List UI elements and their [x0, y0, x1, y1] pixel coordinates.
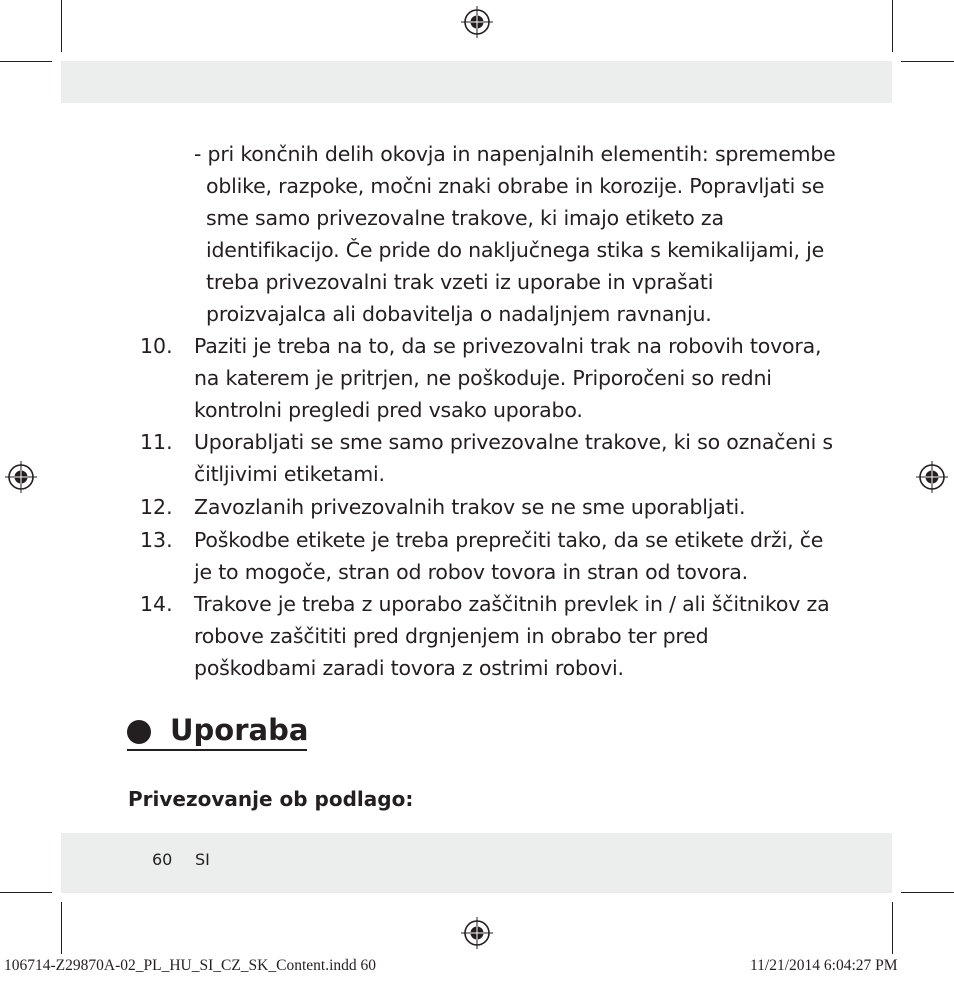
list-item-line: je to mogoče, stran od robov tovora in stran od tovora. [194, 560, 748, 584]
list-item-number: 13. [140, 528, 173, 552]
registration-mark-icon [461, 917, 493, 949]
body-line: oblike, razpoke, močni znaki obrabe in korozije. Popravljati se [206, 174, 825, 198]
crop-mark [0, 61, 52, 62]
body-line: - pri končnih delih okovja in napenjalnih elementih: spremembe [194, 142, 836, 166]
list-item-line: Zavozlanih privezovalnih trakov se ne sme uporabljati. [194, 495, 746, 519]
list-item-line: na katerem je pritrjen, ne poškoduje. Priporočeni so redni [194, 366, 772, 390]
section-heading-rule [127, 749, 307, 751]
body-line: proizvajalca ali dobavitelja o nadaljnjem ravnanju. [206, 302, 712, 326]
body-line: identifikacijo. Če pride do naključnega stika s kemikalijami, je [206, 238, 825, 262]
list-item-line: čitljivimi etiketami. [194, 462, 385, 486]
list-item-number: 11. [140, 430, 173, 454]
crop-mark [61, 0, 62, 52]
list-item-line: Paziti je treba na to, da se privezovalni trak na robovih tovora, [194, 334, 822, 358]
registration-mark-icon [916, 461, 948, 493]
list-item-number: 10. [140, 334, 173, 358]
section-bullet-icon [127, 720, 151, 744]
list-item-line: Poškodbe etikete je treba preprečiti tako, da se etikete drži, če [194, 528, 824, 552]
crop-mark [0, 892, 52, 893]
list-item-number: 12. [140, 495, 173, 519]
list-item-line: kontrolni pregledi pred vsako uporabo. [194, 398, 583, 422]
list-item-line: robove zaščititi pred drgnjenjem in obrabo ter pred [194, 624, 709, 648]
footer-band [61, 833, 892, 893]
subheading: Privezovanje ob podlago: [128, 787, 414, 811]
crop-mark [901, 61, 954, 62]
slug-timestamp: 11/21/2014 6:04:27 PM [750, 957, 898, 974]
crop-mark [892, 902, 893, 954]
crop-mark [61, 902, 62, 954]
list-item-line: Uporabljati se sme samo privezovalne trakove, ki so označeni s [194, 430, 833, 454]
registration-mark-icon [461, 6, 493, 38]
list-item-number: 14. [140, 592, 173, 616]
section-heading: Uporaba [170, 713, 309, 747]
slug-file-name: 106714-Z29870A-02_PL_HU_SI_CZ_SK_Content.indd 60 [4, 957, 376, 974]
list-item-line: poškodbami zaradi tovora z ostrimi robovi. [194, 656, 624, 680]
header-band [61, 61, 892, 103]
list-item-line: Trakove je treba z uporabo zaščitnih prevlek in / ali ščitnikov za [194, 592, 830, 616]
body-line: treba privezovalni trak vzeti iz uporabe in vprašati [206, 270, 714, 294]
crop-mark [892, 0, 893, 52]
registration-mark-icon [5, 461, 37, 493]
body-line: sme samo privezovalne trakove, ki imajo etiketo za [206, 206, 724, 230]
language-code: SI [195, 850, 210, 869]
page-number: 60 [152, 850, 173, 869]
crop-mark [901, 892, 954, 893]
